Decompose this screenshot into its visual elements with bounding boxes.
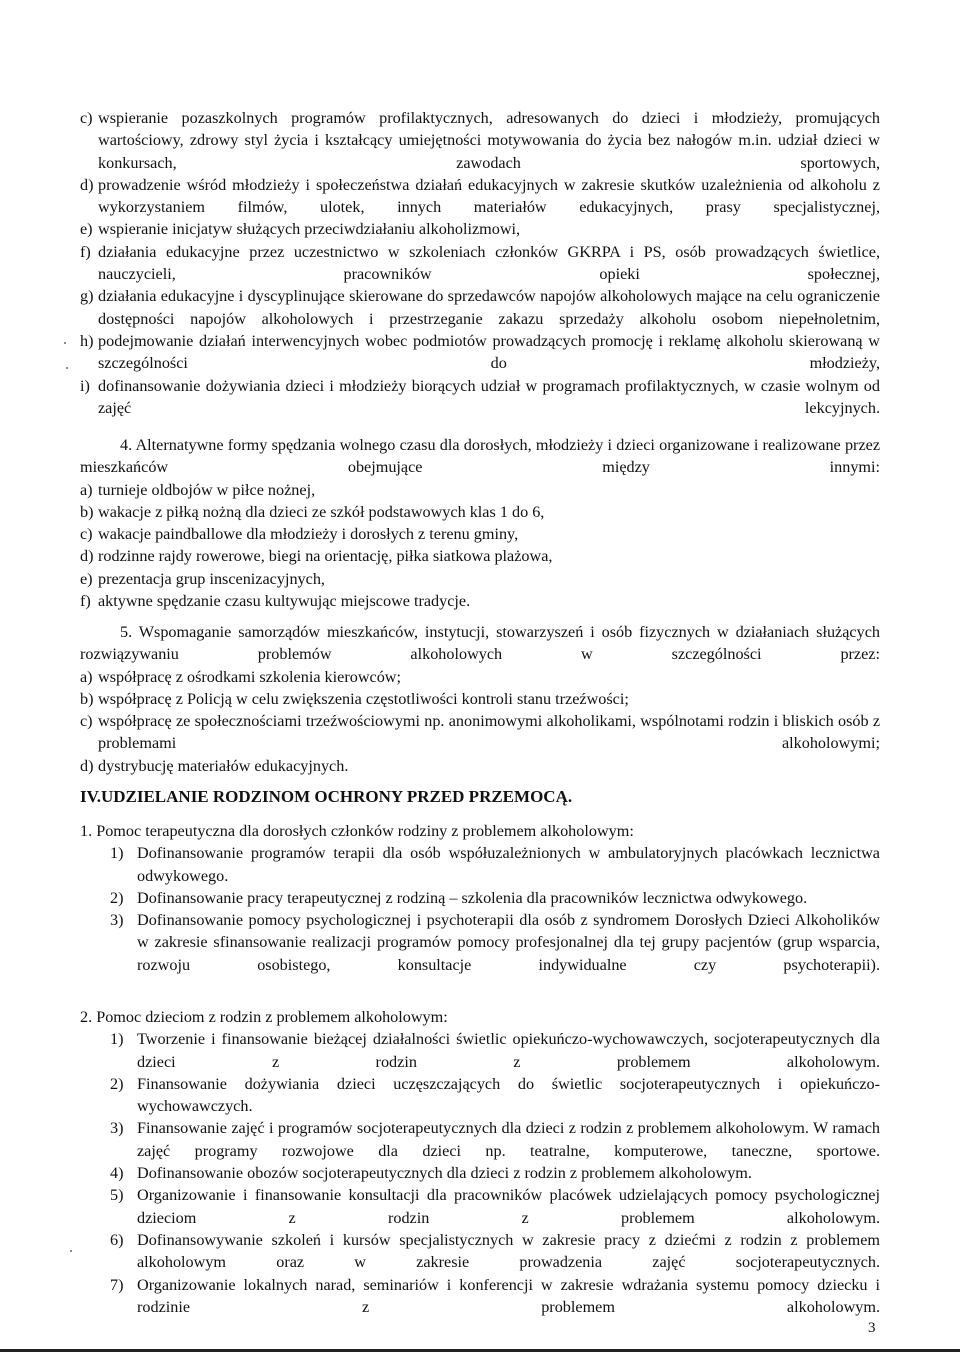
list-item — [80, 523, 880, 545]
list-item — [80, 1229, 880, 1274]
list-item-text: Organizowanie i finansowanie konsultacji dla pracowników placówek udzielających pomocy psychologicznej dzieciom z rodzin z problemem alkoholowym. — [137, 1186, 880, 1227]
list-marker: 3) — [110, 911, 124, 930]
list-marker: 7) — [110, 1275, 124, 1294]
list-marker: b) — [80, 689, 94, 708]
list-marker: b) — [80, 502, 94, 521]
list-item — [80, 590, 880, 612]
list-item-text: dystrybucję materiałów edukacyjnych. — [98, 756, 349, 775]
list-item-text: współpracę z Policją w celu zwiększenia częstotliwości kontroli stanu trzeźwości; — [98, 689, 629, 708]
list-item-text: Dofinansowanie pomocy psychologicznej i psychoterapii dla osób z syndromem Dorosłych Dzieci Alkoholików w zakresie sfinansowanie realizacji programów pomocy profesjonalnej dla tej grupy pacjentów (grup wsparcia, rozwoju osobistego, konsultacje indywidualne czy psychoterapii). — [137, 911, 880, 974]
list-item-text: wakacje paindballowe dla młodzieży i dorosłych z terenu gminy, — [98, 525, 519, 544]
list-item — [80, 174, 880, 219]
list-marker: h) — [80, 331, 94, 350]
part-1 — [80, 820, 880, 976]
scan-speck — [70, 1250, 72, 1252]
list-item — [80, 1073, 880, 1118]
section-list-continued — [80, 107, 880, 419]
list-item — [80, 375, 880, 420]
list-item-text: dofinansowanie dożywiania dzieci i młodzieży biorących udział w programach profilaktycznych, w czasie wolnym od zajęć lekcyjnych. — [98, 376, 880, 417]
list-item-text: turnieje oldbojów w piłce nożnej, — [98, 480, 316, 499]
list-item-text: Finansowanie zajęć i programów socjoterapeutycznych dla dzieci z rodzin z problemem alkoholowym. W ramach zajęć programy rozwojowe dla dzieci np. teatralne, komputerowe, taneczne, sportowe. — [137, 1119, 880, 1160]
list-item-text: działania edukacyjne przez uczestnictwo w szkoleniach członków GKRPA i PS, osób prowadzących świetlice, nauczycieli, pracowników opieki społecznej, — [98, 242, 880, 284]
list-item-text: wakacje z piłką nożną dla dzieci ze szkół podstawowych klas 1 do 6, — [98, 502, 545, 521]
scan-speck — [66, 367, 68, 369]
section-4 — [80, 434, 880, 612]
list-item — [80, 568, 880, 590]
list-marker: f) — [80, 592, 91, 611]
list-marker: f) — [80, 242, 91, 261]
list-item-text: wspieranie inicjatyw służących przeciwdziałaniu alkoholizmowi, — [98, 220, 521, 239]
list-item-text: współpracę z ośrodkami szkolenia kierowców; — [98, 667, 401, 686]
list-marker: e) — [80, 569, 93, 588]
list-item — [80, 842, 880, 887]
list-item-text: Organizowanie lokalnych narad, seminariów i konferencji w zakresie wdrażania systemu pomocy dziecku i rodzinie z problemem alkoholowym. — [137, 1275, 880, 1316]
list-marker: c) — [80, 712, 93, 731]
list-item — [80, 330, 880, 375]
list-marker: e) — [80, 220, 93, 239]
list-item-text: aktywne spędzanie czasu kultywując miejscowe tradycje. — [98, 592, 471, 611]
list-item-text: współpracę ze społecznościami trzeźwościowymi np. anonimowymi alkoholikami, wspólnotami rodzin i bliskich osób z problemami alkoholowymi; — [98, 712, 880, 753]
list-marker: d) — [80, 547, 94, 566]
list-marker: 1) — [110, 844, 124, 863]
list-marker: 2) — [110, 1074, 124, 1093]
list-marker: c) — [80, 525, 93, 544]
list-item-text: Dofinansowanie programów terapii dla osób współuzależnionych w ambulatoryjnych placówkach lecznictwa odwykowego. — [137, 844, 880, 885]
scan-speck — [64, 342, 66, 344]
list-marker: 4) — [110, 1164, 124, 1183]
section-heading: IV.UDZIELANIE RODZINOM OCHRONY PRZED PRZEMOCĄ. — [80, 787, 573, 806]
page-number: 3 — [868, 1320, 876, 1336]
section-4-intro: 4. Alternatywne formy spędzania wolnego czasu dla dorosłych, młodzieży i dzieci organizowane i realizowane przez mieszkańców obejmujące między innymi: — [80, 436, 880, 477]
list-marker: 5) — [110, 1186, 124, 1205]
list-item — [80, 1162, 880, 1184]
list-item — [80, 107, 880, 174]
list-item — [80, 887, 880, 909]
list-item — [80, 755, 880, 777]
list-item — [80, 1274, 880, 1319]
list-item — [80, 1028, 880, 1073]
list-item — [80, 218, 880, 240]
list-item — [80, 710, 880, 755]
list-item-text: podejmowanie działań interwencyjnych wobec podmiotów prowadzących promocję i reklamę alkoholu skierowaną w szczególności do młodzieży, — [98, 331, 880, 373]
list-item — [80, 688, 880, 710]
list-item — [80, 1184, 880, 1229]
list-item-text: Dofinansowanie obozów socjoterapeutycznych dla dzieci z rodzin z problemem alkoholowym. — [137, 1164, 752, 1183]
list-marker: d) — [80, 175, 94, 194]
list-marker: d) — [80, 756, 94, 775]
list-item-text: Tworzenie i finansowanie bieżącej działalności świetlic opiekuńczo-wychowawczych, socjoterapeutycznych dla dzieci z rodzin z problemem alkoholowym. — [137, 1030, 880, 1071]
list-item-text: wspieranie pozaszkolnych programów profilaktycznych, adresowanych do dzieci i młodzieży, promujących wartościowy, zdrowy styl życia i kształcący umiejętności motywowania do życia bez nałogów m.in. udział dzieci w konkursach, zawodach sportowych, — [98, 109, 880, 172]
section-5 — [80, 621, 880, 777]
part-1-title: 1. Pomoc terapeutyczna dla dorosłych członków rodziny z problemem alkoholowym: — [80, 822, 634, 840]
list-item-text: działania edukacyjne i dyscyplinujące skierowane do sprzedawców napojów alkoholowych mające na celu ograniczenie dostępności napojów alkoholowych i przestrzeganie zakazu sprzedaży alkoholu osobom niepełnoletnim, — [98, 287, 880, 328]
list-marker: i) — [80, 376, 90, 395]
part-2 — [80, 1006, 880, 1318]
list-item-text: Finansowanie dożywiania dzieci uczęszczających do świetlic socjoterapeutycznych i opiekuńczo-wychowawczych. — [137, 1074, 880, 1116]
list-item — [80, 666, 880, 688]
list-item — [80, 545, 880, 567]
list-marker: 6) — [110, 1230, 124, 1249]
list-item — [80, 479, 880, 501]
list-marker: 1) — [110, 1030, 124, 1049]
list-item — [80, 241, 880, 286]
list-item-text: Dofinansowywanie szkoleń i kursów specjalistycznych w zakresie pracy z dziećmi z rodzin z problemem alkoholowym oraz w zakresie prowadzenia zajęć socjoterapeutycznych. — [137, 1230, 880, 1272]
list-item-text: Dofinansowanie pracy terapeutycznej z rodziną – szkolenia dla pracowników lecznictwa odwykowego. — [137, 888, 808, 907]
list-marker: 3) — [110, 1119, 124, 1138]
list-marker: a) — [80, 480, 93, 499]
part-2-title: 2. Pomoc dzieciom z rodzin z problemem alkoholowym: — [80, 1008, 448, 1026]
scan-edge-line — [0, 1349, 960, 1352]
section-5-intro: 5. Wspomaganie samorządów mieszkańców, instytucji, stowarzyszeń i osób fizycznych w działaniach służących rozwiązywaniu problemów alkoholowych w szczególności przez: — [80, 623, 880, 664]
list-item-text: prezentacja grup inscenizacyjnych, — [98, 569, 325, 588]
list-marker: a) — [80, 667, 93, 686]
list-marker: 2) — [110, 888, 124, 907]
list-item-text: prowadzenie wśród młodzieży i społeczeństwa działań edukacyjnych w zakresie skutków uzależnienia od alkoholu z wykorzystaniem filmów, ulotek, innych materiałów edukacyjnych, prasy specjalistycznej, — [98, 175, 880, 217]
list-item — [80, 909, 880, 976]
list-item-text: rodzinne rajdy rowerowe, biegi na orientację, piłka siatkowa plażowa, — [98, 547, 553, 566]
list-item — [80, 501, 880, 523]
list-item — [80, 285, 880, 330]
list-item — [80, 1117, 880, 1162]
list-marker: g) — [80, 287, 94, 306]
list-marker: c) — [80, 109, 93, 127]
